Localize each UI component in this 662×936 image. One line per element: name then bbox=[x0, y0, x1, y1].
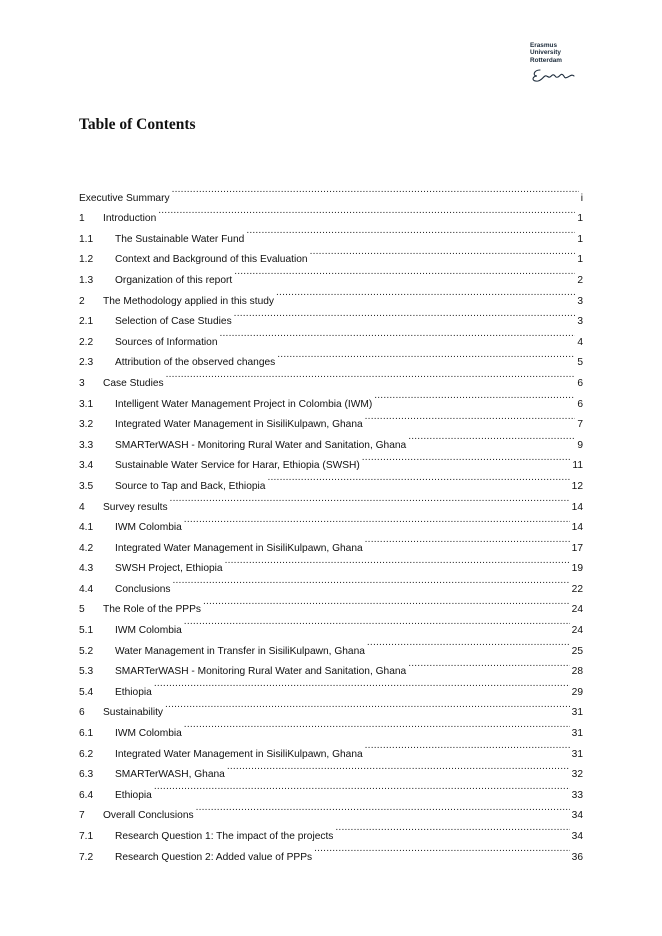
toc-entry[interactable] bbox=[79, 489, 583, 513]
toc-entry-page: 2 bbox=[577, 274, 583, 286]
toc-entry-page: 34 bbox=[571, 810, 583, 822]
toc-dot-leader bbox=[203, 592, 570, 613]
toc-entry-number: 4.2 bbox=[79, 542, 94, 554]
toc-entry-page: 17 bbox=[571, 542, 583, 554]
toc-entry-label: Source to Tap and Back, Ethiopia bbox=[115, 480, 266, 492]
toc-entry-page: 4 bbox=[577, 336, 583, 348]
toc-dot-leader bbox=[184, 715, 570, 736]
toc-entry-label: Ethiopia bbox=[115, 686, 152, 698]
toc-entry-label: IWM Colombia bbox=[115, 625, 182, 637]
toc-entry[interactable] bbox=[79, 304, 583, 328]
toc-entry-number: 6.1 bbox=[79, 728, 94, 740]
logo-line-2: University bbox=[530, 49, 561, 57]
toc-entry-label: Attribution of the observed changes bbox=[115, 357, 276, 369]
toc-entry-label: SMARTerWASH, Ghana bbox=[115, 769, 225, 781]
toc-entry[interactable] bbox=[79, 242, 583, 266]
toc-entry-number: 5.2 bbox=[79, 645, 94, 657]
toc-dot-leader bbox=[170, 489, 570, 510]
toc-entry-page: 5 bbox=[577, 357, 583, 369]
toc-dot-leader bbox=[246, 221, 575, 242]
toc-entry-label: Water Management in Transfer in SisiliKulpawn, Ghana bbox=[115, 645, 365, 657]
toc-entry-label: Introduction bbox=[103, 213, 157, 225]
logo-line-1: Erasmus bbox=[530, 42, 557, 49]
toc-entry-page: 24 bbox=[571, 625, 583, 637]
toc-entry-number: 2.2 bbox=[79, 336, 94, 348]
toc-entry[interactable] bbox=[79, 551, 583, 575]
toc-entry-page: 31 bbox=[571, 748, 583, 760]
toc-entry[interactable] bbox=[79, 633, 583, 657]
toc-entry-page: 1 bbox=[577, 213, 583, 225]
toc-entry-label: Conclusions bbox=[115, 583, 171, 595]
university-logo bbox=[530, 42, 600, 83]
toc-entry-number: 4 bbox=[79, 501, 85, 513]
toc-entry-number: 3.3 bbox=[79, 439, 94, 451]
toc-entry-page: 11 bbox=[572, 460, 583, 472]
toc-entry[interactable] bbox=[79, 530, 583, 554]
toc-dot-leader bbox=[267, 468, 569, 489]
toc-entry-label: Organization of this report bbox=[115, 274, 233, 286]
toc-entry[interactable] bbox=[79, 757, 583, 781]
toc-dot-leader bbox=[277, 345, 575, 366]
logo-line-3: Rotterdam bbox=[530, 56, 562, 64]
toc-entry[interactable] bbox=[79, 221, 583, 245]
toc-entry[interactable] bbox=[79, 510, 583, 534]
toc-entry-number: 1.3 bbox=[79, 274, 94, 286]
toc-entry-number: 3 bbox=[79, 377, 85, 389]
toc-entry-label: Sources of Information bbox=[115, 336, 218, 348]
toc-dot-leader bbox=[362, 448, 571, 469]
toc-dot-leader bbox=[365, 530, 570, 551]
toc-dot-leader bbox=[220, 324, 576, 345]
toc-entry-page: 34 bbox=[571, 831, 583, 842]
toc-entry-label: SMARTerWASH - Monitoring Rural Water and Sanitation, Ghana bbox=[115, 666, 407, 678]
toc-entry-label: Research Question 2: Added value of PPPs bbox=[115, 851, 313, 863]
toc-entry-label: Context and Background of this Evaluation bbox=[115, 254, 308, 266]
toc-entry-number: 7.1 bbox=[79, 831, 94, 842]
toc-entry-page: 7 bbox=[577, 419, 583, 431]
toc-entry-number: 4.4 bbox=[79, 583, 94, 595]
toc-dot-leader bbox=[310, 242, 576, 263]
toc-entry-label: Research Question 1: The impact of the projects bbox=[115, 831, 334, 842]
toc-entry-number: 6.3 bbox=[79, 769, 94, 781]
toc-dot-leader bbox=[184, 510, 570, 531]
toc-entry-page: 1 bbox=[577, 254, 583, 266]
toc-entry[interactable] bbox=[79, 736, 583, 760]
page-title: Table of Contents bbox=[79, 116, 196, 133]
toc-entry-number: 2.1 bbox=[79, 316, 94, 328]
toc-entry-label: SMARTerWASH - Monitoring Rural Water and Sanitation, Ghana bbox=[115, 439, 407, 451]
toc-entry[interactable] bbox=[79, 180, 583, 204]
toc-entry[interactable] bbox=[79, 715, 583, 740]
toc-entry-label: Integrated Water Management in SisiliKulpawn, Ghana bbox=[115, 542, 363, 554]
toc-entry-page: 25 bbox=[571, 645, 583, 657]
toc-entry-number: 3.4 bbox=[79, 460, 94, 472]
toc-dot-leader bbox=[173, 571, 570, 592]
toc-entry[interactable] bbox=[79, 839, 583, 863]
toc-entry[interactable] bbox=[79, 324, 583, 348]
toc-entry[interactable] bbox=[79, 777, 583, 801]
toc-dot-leader bbox=[365, 736, 570, 757]
toc-dot-leader bbox=[154, 777, 570, 798]
toc-dot-leader bbox=[172, 180, 579, 201]
toc-entry[interactable] bbox=[79, 468, 583, 492]
toc-entry-label: SWSH Project, Ethiopia bbox=[115, 563, 223, 575]
toc-entry[interactable] bbox=[79, 283, 583, 307]
toc-entry-page: 6 bbox=[577, 377, 583, 389]
toc-entry-label: Sustainable Water Service for Harar, Ethiopia (SWSH) bbox=[115, 460, 360, 472]
toc-entry[interactable] bbox=[79, 427, 583, 451]
toc-entry[interactable] bbox=[79, 818, 583, 842]
toc-entry-number: 3.5 bbox=[79, 480, 94, 492]
toc-dot-leader bbox=[196, 798, 570, 819]
toc-entry[interactable] bbox=[79, 201, 583, 225]
toc-entry-number: 5 bbox=[79, 604, 85, 616]
toc-entry-number: 1.1 bbox=[79, 233, 94, 245]
toc-entry[interactable] bbox=[79, 345, 583, 369]
toc-entry-number: 5.4 bbox=[79, 686, 94, 698]
toc-entry-page: 32 bbox=[571, 769, 583, 781]
toc-entry-number: 4.3 bbox=[79, 563, 94, 575]
toc-entry[interactable] bbox=[79, 365, 583, 389]
table-of-contents bbox=[79, 180, 583, 863]
toc-entry-number: 7.2 bbox=[79, 851, 94, 863]
toc-entry-label: The Sustainable Water Fund bbox=[115, 233, 245, 245]
signature-icon bbox=[530, 67, 580, 83]
toc-entry-number: 3.2 bbox=[79, 419, 94, 431]
toc-entry[interactable] bbox=[79, 674, 583, 698]
toc-entry-page: 3 bbox=[577, 295, 583, 307]
toc-dot-leader bbox=[225, 551, 570, 572]
toc-entry-number: 1 bbox=[79, 213, 85, 225]
toc-entry-page: 3 bbox=[577, 316, 583, 328]
toc-dot-leader bbox=[165, 695, 570, 716]
toc-entry[interactable] bbox=[79, 571, 583, 595]
toc-entry-number: 1.2 bbox=[79, 254, 94, 266]
toc-dot-leader bbox=[374, 386, 575, 407]
toc-entry-label: IWM Colombia bbox=[115, 522, 182, 534]
toc-entry-number: 2.3 bbox=[79, 357, 94, 369]
toc-dot-leader bbox=[408, 427, 575, 448]
toc-entry-label: Ethiopia bbox=[115, 789, 152, 801]
toc-entry-number: 3.1 bbox=[79, 398, 94, 410]
toc-entry-page: 19 bbox=[571, 563, 583, 575]
toc-entry-label: Integrated Water Management in SisiliKulpawn, Ghana bbox=[115, 748, 363, 760]
toc-entry[interactable] bbox=[79, 262, 583, 286]
toc-entry-page: 31 bbox=[571, 707, 583, 719]
toc-dot-leader bbox=[234, 304, 576, 325]
toc-entry[interactable] bbox=[79, 612, 583, 637]
toc-entry-label: IWM Colombia bbox=[115, 728, 182, 740]
toc-entry-page: 33 bbox=[571, 789, 583, 801]
toc-entry-page: 29 bbox=[571, 686, 583, 698]
toc-entry-page: 14 bbox=[571, 522, 583, 534]
toc-dot-leader bbox=[158, 201, 575, 222]
toc-entry-number: 6 bbox=[79, 707, 85, 719]
toc-entry-page: 31 bbox=[571, 728, 583, 740]
toc-dot-leader bbox=[227, 757, 570, 778]
toc-entry-label: Executive Summary bbox=[79, 192, 170, 204]
toc-entry[interactable] bbox=[79, 654, 583, 678]
toc-entry-page: 28 bbox=[571, 666, 583, 678]
toc-entry-page: 9 bbox=[577, 439, 583, 451]
toc-entry-number: 4.1 bbox=[79, 522, 94, 534]
toc-entry-number: 6.2 bbox=[79, 748, 94, 760]
toc-dot-leader bbox=[166, 365, 576, 386]
toc-dot-leader bbox=[314, 839, 570, 860]
toc-entry-number: 7 bbox=[79, 810, 85, 822]
toc-dot-leader bbox=[184, 612, 570, 633]
toc-entry-number: 5.3 bbox=[79, 666, 94, 678]
toc-entry-label: Survey results bbox=[103, 501, 168, 513]
toc-entry-label: Integrated Water Management in SisiliKulpawn, Ghana bbox=[115, 419, 363, 431]
toc-dot-leader bbox=[367, 633, 570, 654]
toc-entry[interactable] bbox=[79, 386, 583, 410]
toc-entry[interactable] bbox=[79, 592, 583, 616]
toc-dot-leader bbox=[276, 283, 575, 304]
toc-dot-leader bbox=[154, 674, 570, 695]
toc-entry-page: 22 bbox=[571, 583, 583, 595]
toc-entry-label: Intelligent Water Management Project in Colombia (IWM) bbox=[115, 398, 373, 410]
toc-dot-leader bbox=[335, 818, 569, 839]
toc-entry-page: 24 bbox=[571, 604, 583, 616]
toc-entry-label: The Methodology applied in this study bbox=[103, 295, 275, 307]
toc-entry-label: Case Studies bbox=[103, 377, 164, 389]
toc-entry-label: Selection of Case Studies bbox=[115, 316, 232, 328]
toc-entry[interactable] bbox=[79, 798, 583, 822]
toc-entry[interactable] bbox=[79, 407, 583, 431]
toc-dot-leader bbox=[408, 654, 569, 675]
toc-entry-page: 6 bbox=[577, 398, 583, 410]
toc-entry-number: 5.1 bbox=[79, 625, 94, 637]
toc-dot-leader bbox=[234, 262, 575, 283]
toc-entry-label: Sustainability bbox=[103, 707, 164, 719]
toc-entry-page: 1 bbox=[577, 233, 583, 245]
toc-entry-page: 14 bbox=[571, 501, 583, 513]
toc-entry-page: 36 bbox=[571, 851, 583, 863]
toc-entry-label: The Role of the PPPs bbox=[103, 604, 201, 616]
toc-entry[interactable] bbox=[79, 448, 583, 472]
toc-dot-leader bbox=[365, 407, 576, 428]
toc-entry-label: Overall Conclusions bbox=[103, 810, 194, 822]
toc-entry-number: 6.4 bbox=[79, 789, 94, 801]
toc-entry-page: i bbox=[580, 192, 583, 204]
toc-entry-number: 2 bbox=[79, 295, 85, 307]
toc-entry-page: 12 bbox=[571, 480, 583, 492]
toc-entry[interactable] bbox=[79, 695, 583, 719]
